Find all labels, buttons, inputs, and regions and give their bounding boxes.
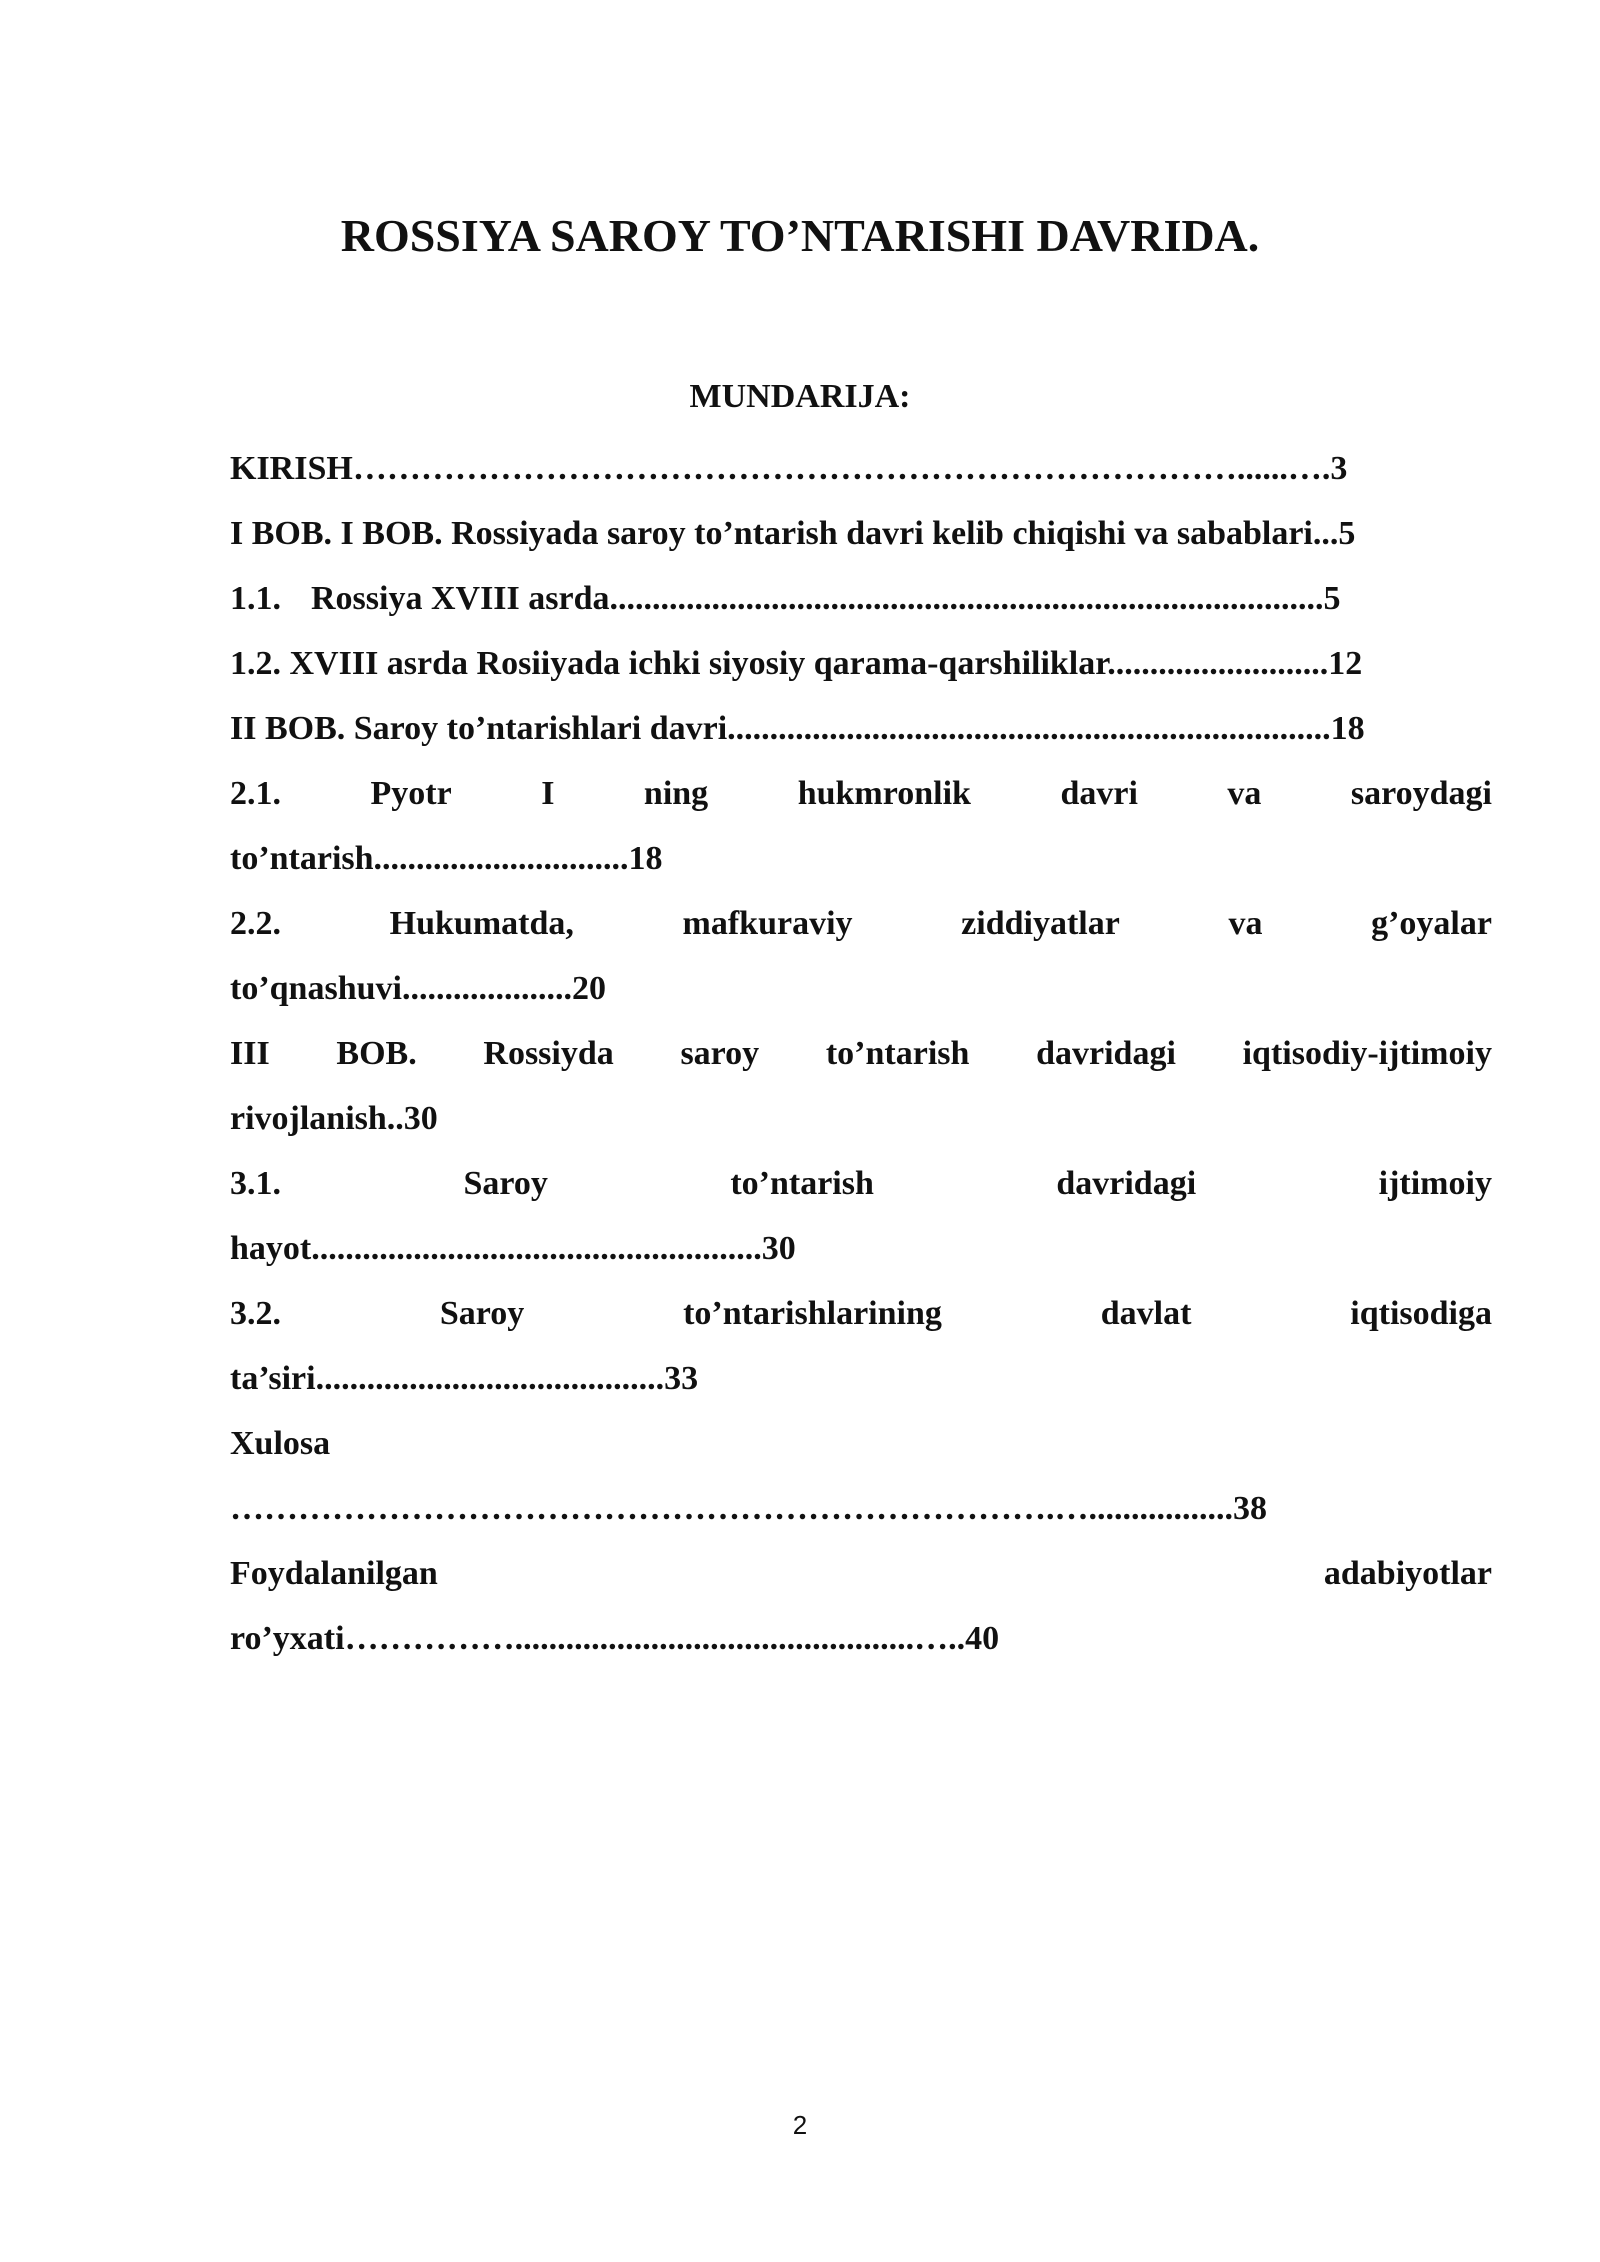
- toc-entry-chapter-3-continuation: rivojlanish..30: [230, 1100, 438, 1137]
- toc-entry-3-2-continuation: ta’siri.........................................33: [230, 1360, 699, 1397]
- toc-word: adabiyotlar: [1323, 1555, 1492, 1592]
- toc-word: hukmronlik: [797, 775, 971, 812]
- toc-word: va: [1227, 775, 1262, 812]
- toc-word: Rossiyda: [483, 1035, 614, 1072]
- toc-word: mafkuraviy: [682, 905, 853, 942]
- toc-word: to’ntarish: [730, 1165, 874, 1202]
- toc-word: I: [541, 775, 555, 812]
- toc-entry-chapter-3: [230, 1021, 1492, 1086]
- toc-entry-chapter-1: I BOB. I BOB. Rossiyada saroy to’ntarish davri kelib chiqishi va sabablari...5: [230, 515, 1356, 552]
- toc-entry-1-2: 1.2. XVIII asrda Rosiiyada ichki siyosiy qarama-qarshiliklar..........................12: [230, 645, 1363, 682]
- toc-word: III: [230, 1035, 270, 1072]
- toc-word: 2.1.: [230, 775, 281, 812]
- toc-word: va: [1228, 905, 1263, 942]
- toc-entry-references: [230, 1541, 1492, 1606]
- toc-entry-1-1-text: Rossiya XVIII asrda....................................................................................5: [311, 580, 1341, 617]
- toc-word: davri: [1060, 775, 1138, 812]
- toc-word: to’ntarish: [825, 1035, 970, 1072]
- toc-word: davridagi: [1036, 1035, 1176, 1072]
- toc-entry-2-1: [230, 761, 1492, 826]
- toc-word: Saroy: [439, 1295, 525, 1332]
- toc-entry-chapter-2: II BOB. Saroy to’ntarishlari davri.......................................................................18: [230, 710, 1365, 747]
- toc-entry-references-continuation: ro’yxati……………...............................................…..40: [230, 1620, 1000, 1657]
- toc-entry-2-1-continuation: to’ntarish..............................18: [230, 840, 663, 877]
- toc-word: Saroy: [463, 1165, 548, 1202]
- toc-word: Hukumatda,: [389, 905, 574, 942]
- toc-word: ziddiyatlar: [961, 905, 1120, 942]
- toc-entry-1-1: [230, 566, 1492, 631]
- toc-word: Foydalanilgan: [230, 1555, 438, 1592]
- toc-word: 3.1.: [230, 1165, 281, 1202]
- page-number: 2: [792, 2110, 808, 2140]
- toc-word: davlat: [1100, 1295, 1192, 1332]
- toc-entry-3-1: [230, 1151, 1492, 1216]
- toc-word: saroydagi: [1350, 775, 1492, 812]
- table-of-contents: [230, 436, 1492, 1671]
- toc-entry-2-2-continuation: to’qnashuvi....................20: [230, 970, 606, 1007]
- toc-word: ning: [643, 775, 709, 812]
- toc-word: 3.2.: [230, 1295, 281, 1332]
- toc-heading: MUNDARIJA:: [689, 378, 911, 415]
- toc-word: iqtisodiga: [1350, 1295, 1492, 1332]
- toc-word: g’oyalar: [1371, 905, 1492, 942]
- toc-word: 2.2.: [230, 905, 281, 942]
- toc-word: iqtisodiy-ijtimoiy: [1242, 1035, 1492, 1072]
- toc-entry-2-2: [230, 891, 1492, 956]
- toc-entry-kirish: KIRISH……………………………………………………………………......….3: [230, 450, 1348, 487]
- toc-word: BOB.: [336, 1035, 417, 1072]
- toc-entry-xulosa-continuation: ……………………………………………………………….….................38: [230, 1490, 1267, 1527]
- toc-entry-xulosa: Xulosa: [230, 1425, 331, 1462]
- toc-word: Pyotr: [370, 775, 452, 812]
- document-title: ROSSIYA SAROY TO’NTARISHI DAVRIDA.: [340, 210, 1260, 261]
- toc-entry-1-1-number: 1.1.: [230, 580, 281, 617]
- toc-word: ijtimoiy: [1378, 1165, 1492, 1202]
- toc-entry-3-2: [230, 1281, 1492, 1346]
- toc-entry-3-1-continuation: hayot.....................................................30: [230, 1230, 796, 1267]
- toc-word: to’ntarishlarining: [683, 1295, 942, 1332]
- toc-word: davridagi: [1056, 1165, 1197, 1202]
- toc-word: saroy: [680, 1035, 760, 1072]
